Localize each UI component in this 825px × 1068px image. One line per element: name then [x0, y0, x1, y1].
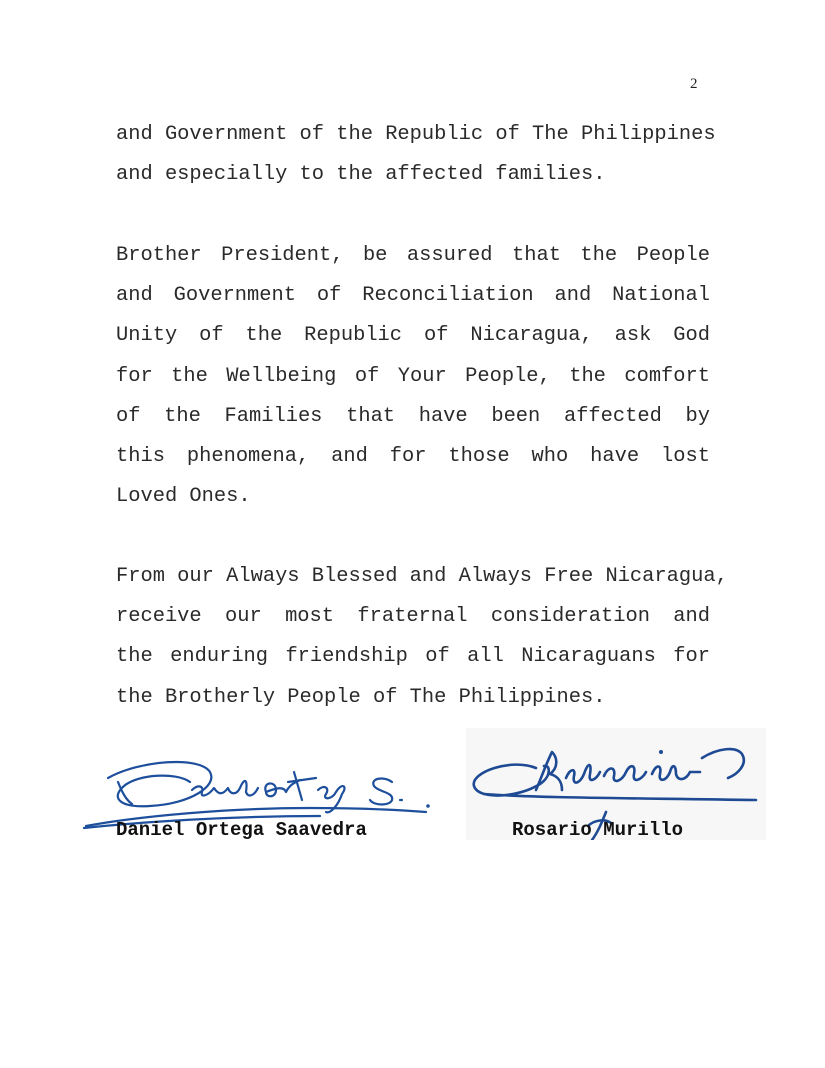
text-line: and Government of the Republic of The Philippines [116, 123, 716, 146]
page-number: 2 [690, 76, 698, 92]
text-line: Brother President, be assured that the People [116, 244, 710, 267]
paragraph-closing [116, 557, 728, 718]
text-line: of the Families that have been affected by [116, 404, 710, 428]
text-line: Unity of the Republic of Nicaragua, ask God [116, 324, 710, 348]
text-line: for the Wellbeing of Your People, the comfort [116, 364, 710, 388]
signer-name-daniel-ortega-saavedra: Daniel Ortega Saavedra [116, 819, 367, 841]
text-line: and Government of Reconciliation and National [116, 284, 710, 308]
text-line: Loved Ones. [116, 485, 251, 509]
text-line: the Brotherly People of The Philippines. [116, 685, 606, 709]
text-line: this phenomena, and for those who have lost [116, 445, 710, 469]
text-line: and especially to the affected families. [116, 163, 606, 187]
text-line: the enduring friendship of all Nicaraguans for [116, 645, 710, 669]
text-line: receive our most fraternal consideration and [116, 605, 710, 629]
text-line: From our Always Blessed and Always Free Nicaragua, [116, 565, 728, 588]
paragraph-assurance [116, 236, 710, 517]
paragraph-condolence-close [116, 115, 716, 195]
signer-name-rosario-murillo: Rosario Murillo [512, 819, 684, 841]
